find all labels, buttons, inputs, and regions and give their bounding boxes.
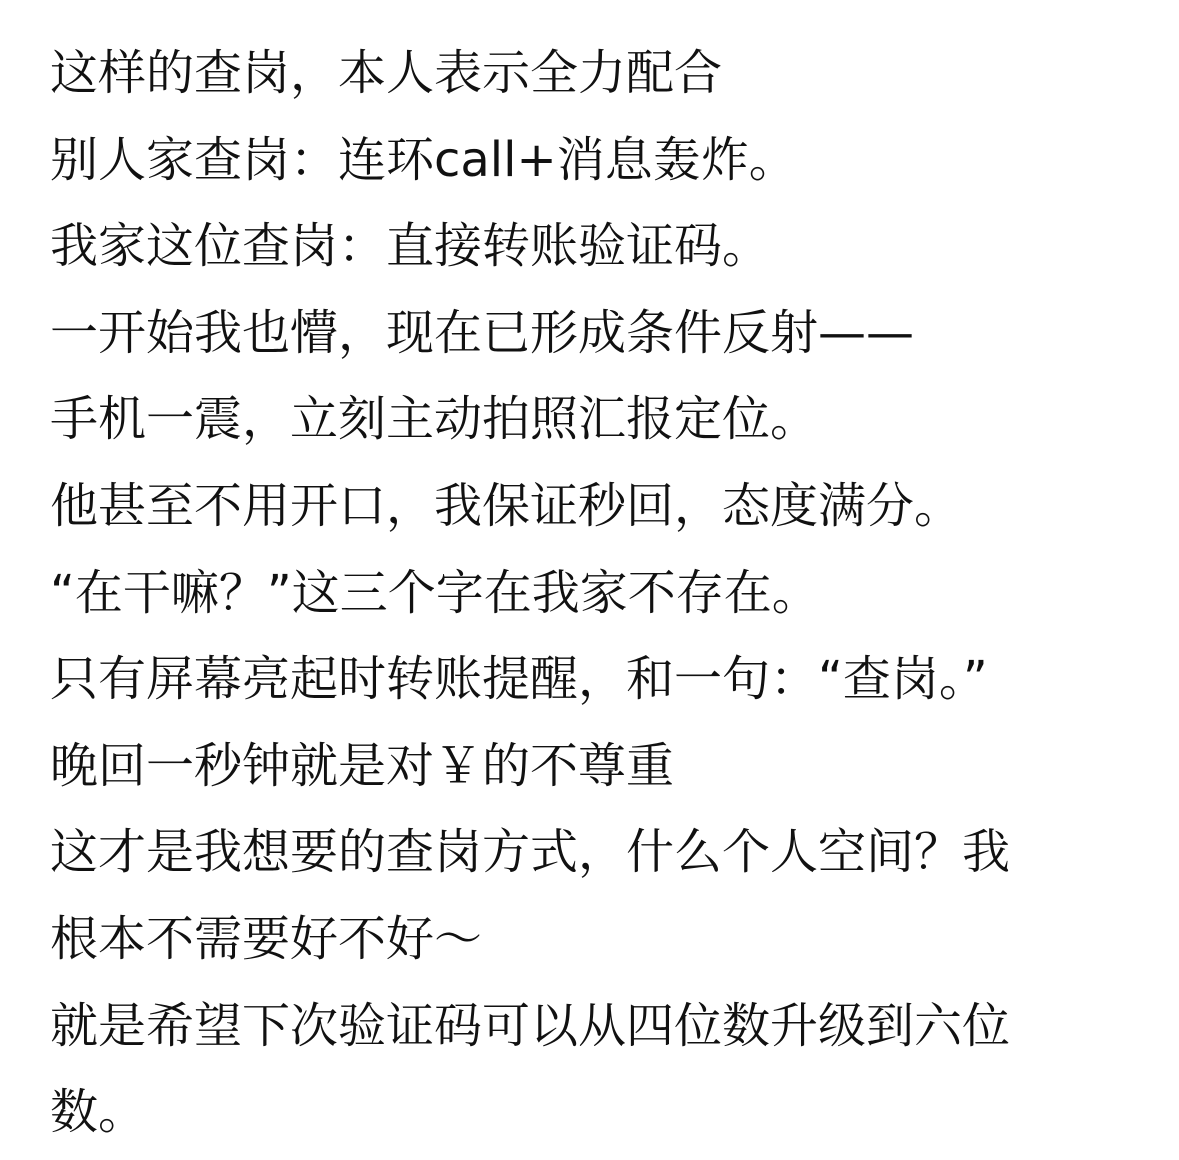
post-text [50, 30, 1140, 1156]
text-line: 他甚至不用开口，我保证秒回，态度满分。 [50, 477, 963, 534]
text-line: 根本不需要好不好～ [50, 910, 483, 967]
text-line: 就是希望下次验证码可以从四位数升级到六位 [50, 997, 1011, 1054]
text-line: 这样的查岗，本人表示全力配合 [50, 45, 723, 101]
text-line: “在干嘛？”这三个字在我家不存在。 [50, 564, 820, 621]
text-line: 晚回一秒钟就是对￥的不尊重 [50, 737, 675, 794]
text-line: 数。 [50, 1084, 147, 1141]
text-line: 只有屏幕亮起时转账提醒，和一句：“查岗。” [50, 651, 988, 708]
text-line: 这才是我想要的查岗方式，什么个人空间？我 [50, 824, 1011, 881]
text-line: 一开始我也懵，现在已形成条件反射—— [50, 304, 915, 361]
text-line: 手机一震，立刻主动拍照汇报定位。 [50, 391, 819, 448]
text-line: 我家这位查岗：直接转账验证码。 [50, 218, 771, 275]
text-line: 别人家查岗：连环call+消息轰炸。 [50, 131, 797, 188]
